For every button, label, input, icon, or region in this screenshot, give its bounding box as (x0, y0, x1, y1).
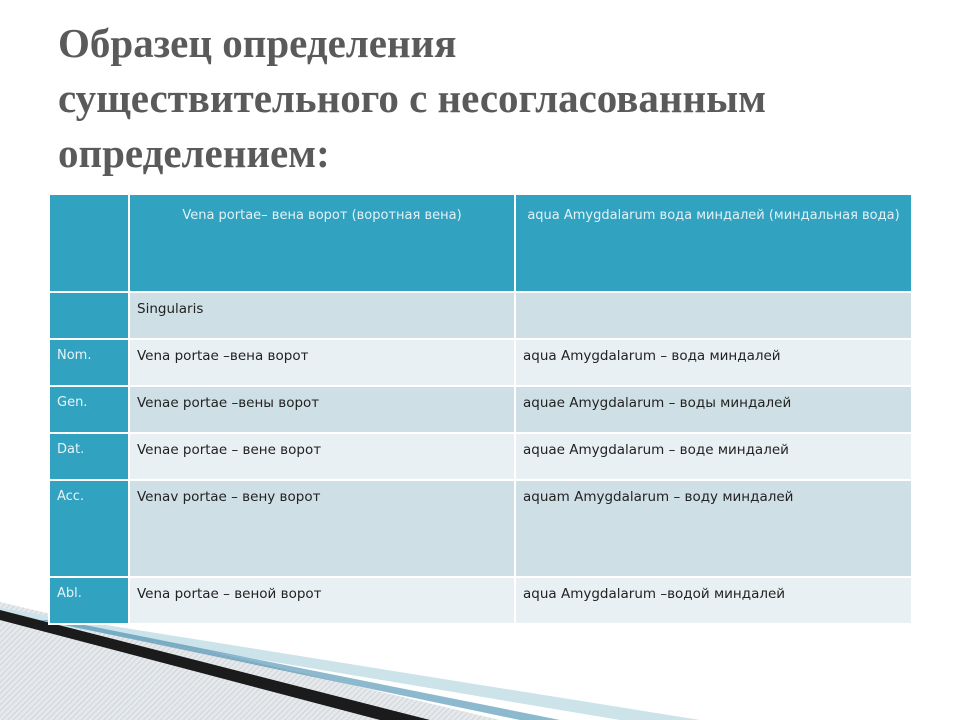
table-cell-col1: Venae portae – вене ворот (129, 433, 515, 480)
table-row-number (49, 292, 912, 339)
table-row (49, 339, 912, 386)
slide-title (58, 16, 918, 181)
table-cell-col1: Venav portae – вену ворот (129, 480, 515, 577)
case-label: Abl. (49, 577, 129, 624)
table-cell-col2: aqua Amygdalarum –водой миндалей (515, 577, 912, 624)
case-label: Dat. (49, 433, 129, 480)
table-row (49, 433, 912, 480)
case-label: Nom. (49, 339, 129, 386)
table-cell-col1: Vena portae –вена ворот (129, 339, 515, 386)
table-cell-col1: Vena portae – веной ворот (129, 577, 515, 624)
title-line-2: существительного с несогласованным (58, 75, 767, 121)
table-row (49, 480, 912, 577)
table-cell-col2: aquae Amygdalarum – воде миндалей (515, 433, 912, 480)
title-line-3: определением: (58, 130, 330, 176)
table-row (49, 386, 912, 433)
table-cell-col2: aqua Amygdalarum – вода миндалей (515, 339, 912, 386)
table-row (49, 577, 912, 624)
case-label: Gen. (49, 386, 129, 433)
number-label: Singularis (129, 292, 515, 339)
header-col2 (515, 194, 912, 292)
header-col2-text: aqua Amygdalarum вода миндалей (миндальная вода) (527, 208, 900, 223)
table-cell-col2: aquae Amygdalarum – воды миндалей (515, 386, 912, 433)
title-line-1: Образец определения (58, 20, 457, 66)
table-cell-col1: Venae portae –вены ворот (129, 386, 515, 433)
case-label: Acc. (49, 480, 129, 577)
table-header-row (49, 194, 912, 292)
table-cell-col2: aquam Amygdalarum – воду миндалей (515, 480, 912, 577)
number-label-cell (49, 292, 129, 339)
declension-table (48, 193, 913, 625)
header-col1 (129, 194, 515, 292)
number-empty-cell (515, 292, 912, 339)
header-col1-text: Vena portae– вена ворот (воротная вена) (182, 208, 462, 223)
header-corner-cell (49, 194, 129, 292)
